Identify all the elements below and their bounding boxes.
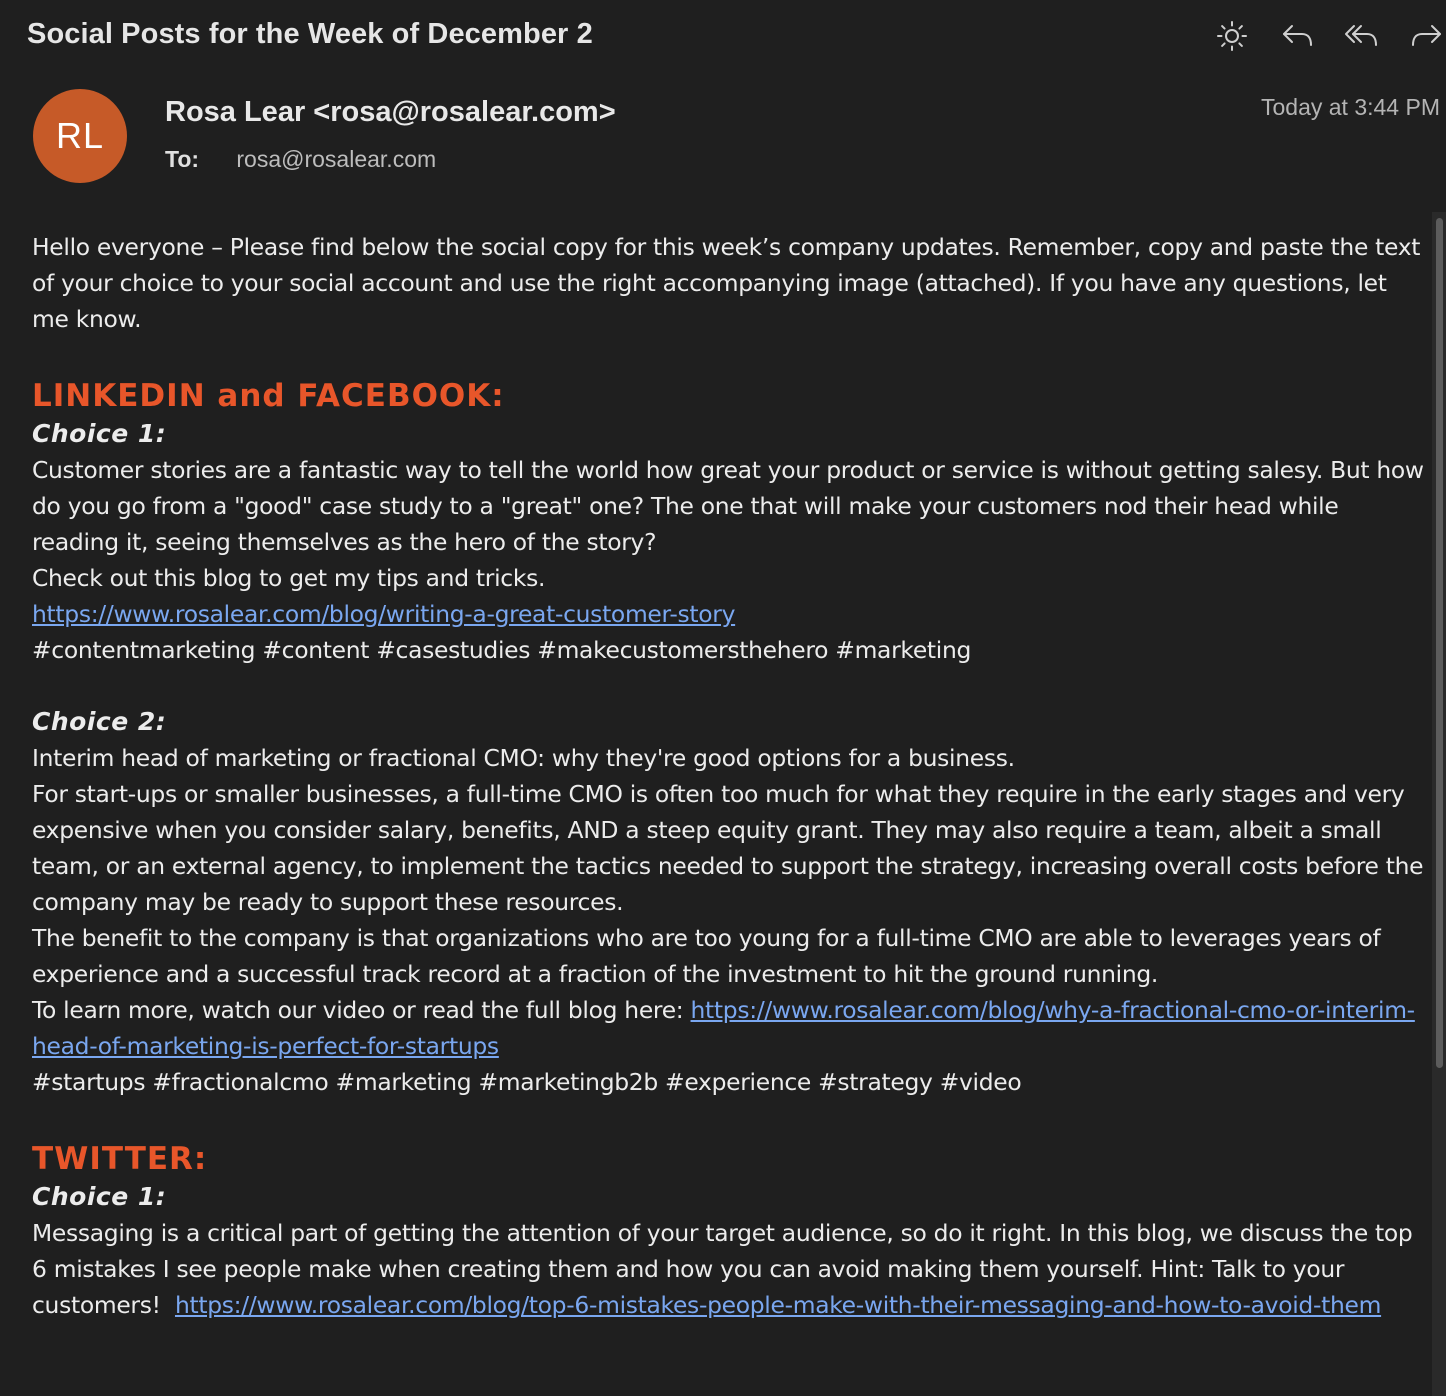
- recipient-address[interactable]: rosa@rosalear.com: [236, 146, 437, 172]
- forward-icon: [1408, 21, 1444, 51]
- email-body: [32, 229, 1427, 1323]
- brightness-button[interactable]: [1210, 14, 1254, 58]
- twitter-choice1-link[interactable]: https://www.rosalear.com/blog/top-6-mistakes-people-make-with-their-messaging-and-how-to-avoid-them: [174, 1291, 1382, 1319]
- twitter-choice1-paragraph: [32, 1215, 1427, 1323]
- brightness-icon: [1215, 19, 1249, 53]
- reply-button[interactable]: [1276, 14, 1320, 58]
- linkedin-choice1-cta: Check out this blog to get my tips and tricks.: [32, 564, 546, 592]
- twitter-heading: TWITTER:: [32, 1141, 208, 1177]
- email-subject: Social Posts for the Week of December 2: [27, 18, 593, 50]
- email-timestamp: Today at 3:44 PM: [1261, 94, 1440, 120]
- linkedin-choice2-line1: Interim head of marketing or fractional CMO: why they're good options for a business.: [32, 744, 1015, 772]
- intro-paragraph: Hello everyone – Please find below the social copy for this week’s company updates. Remember, copy and paste the text of your choice to your social account and use the right accompanying image (attached). If you have any questions, let me know.: [32, 233, 1421, 333]
- linkedin-choice1-hashtags: #contentmarketing #content #casestudies #makecustomersthehero #marketing: [32, 636, 972, 664]
- linkedin-choice2-link[interactable]: https://www.rosalear.com/blog/why-a-fractional-cmo-or-interim-head-of-marketing-is-perfect-for-startups: [32, 996, 1415, 1060]
- reply-all-button[interactable]: [1340, 14, 1384, 58]
- linkedin-choice2-cta: To learn more, watch our video or read the full blog here:: [32, 996, 691, 1024]
- linkedin-facebook-heading: LINKEDIN and FACEBOOK:: [32, 378, 505, 414]
- sender-avatar: RL: [33, 89, 127, 183]
- message-toolbar: [1200, 14, 1446, 60]
- linkedin-choice2-label: Choice 2:: [32, 707, 167, 736]
- linkedin-choice1-link[interactable]: https://www.rosalear.com/blog/writing-a-great-customer-story: [32, 600, 736, 628]
- recipient-row: [165, 146, 436, 173]
- to-label: To:: [165, 146, 200, 172]
- twitter-choice1-label: Choice 1:: [32, 1182, 167, 1211]
- scrollbar[interactable]: [1432, 212, 1446, 1396]
- linkedin-choice1-label: Choice 1:: [32, 419, 167, 448]
- reply-icon: [1280, 21, 1316, 51]
- reply-all-icon: [1343, 21, 1381, 51]
- linkedin-choice2-cta-line: [32, 992, 1427, 1064]
- twitter-choice1-text: Messaging is a critical part of getting the attention of your target audience, so do it right. In this blog, we discuss the top 6 mistakes I see people make when creating them and how you can avoid making them yourself. Hint: Talk to your customers!: [32, 1219, 1413, 1319]
- linkedin-choice2-hashtags: #startups #fractionalcmo #marketing #marketingb2b #experience #strategy #video: [32, 1068, 1022, 1096]
- linkedin-choice2-para2: The benefit to the company is that organizations who are too young for a full-time CMO are able to leverages years of experience and a successful track record at a fraction of the investment to hit the ground running.: [32, 924, 1381, 988]
- linkedin-choice2-para1: For start-ups or smaller businesses, a full-time CMO is often too much for what they require in the early stages and very expensive when you consider salary, benefits, AND a steep equity grant. They may also require a team, albeit a small team, or an external agency, to implement the tactics needed to support the strategy, increasing overall costs before the company may be ready to support these resources.: [32, 780, 1424, 916]
- sender-name[interactable]: Rosa Lear <rosa@rosalear.com>: [165, 96, 616, 128]
- forward-button[interactable]: [1404, 14, 1446, 58]
- scrollbar-thumb[interactable]: [1436, 218, 1443, 1068]
- linkedin-choice1-text: Customer stories are a fantastic way to tell the world how great your product or service is without getting salesy. But how do you go from a "good" case study to a "great" one? The one that will make your customers nod their head while reading it, seeing themselves as the hero of the story?: [32, 456, 1424, 556]
